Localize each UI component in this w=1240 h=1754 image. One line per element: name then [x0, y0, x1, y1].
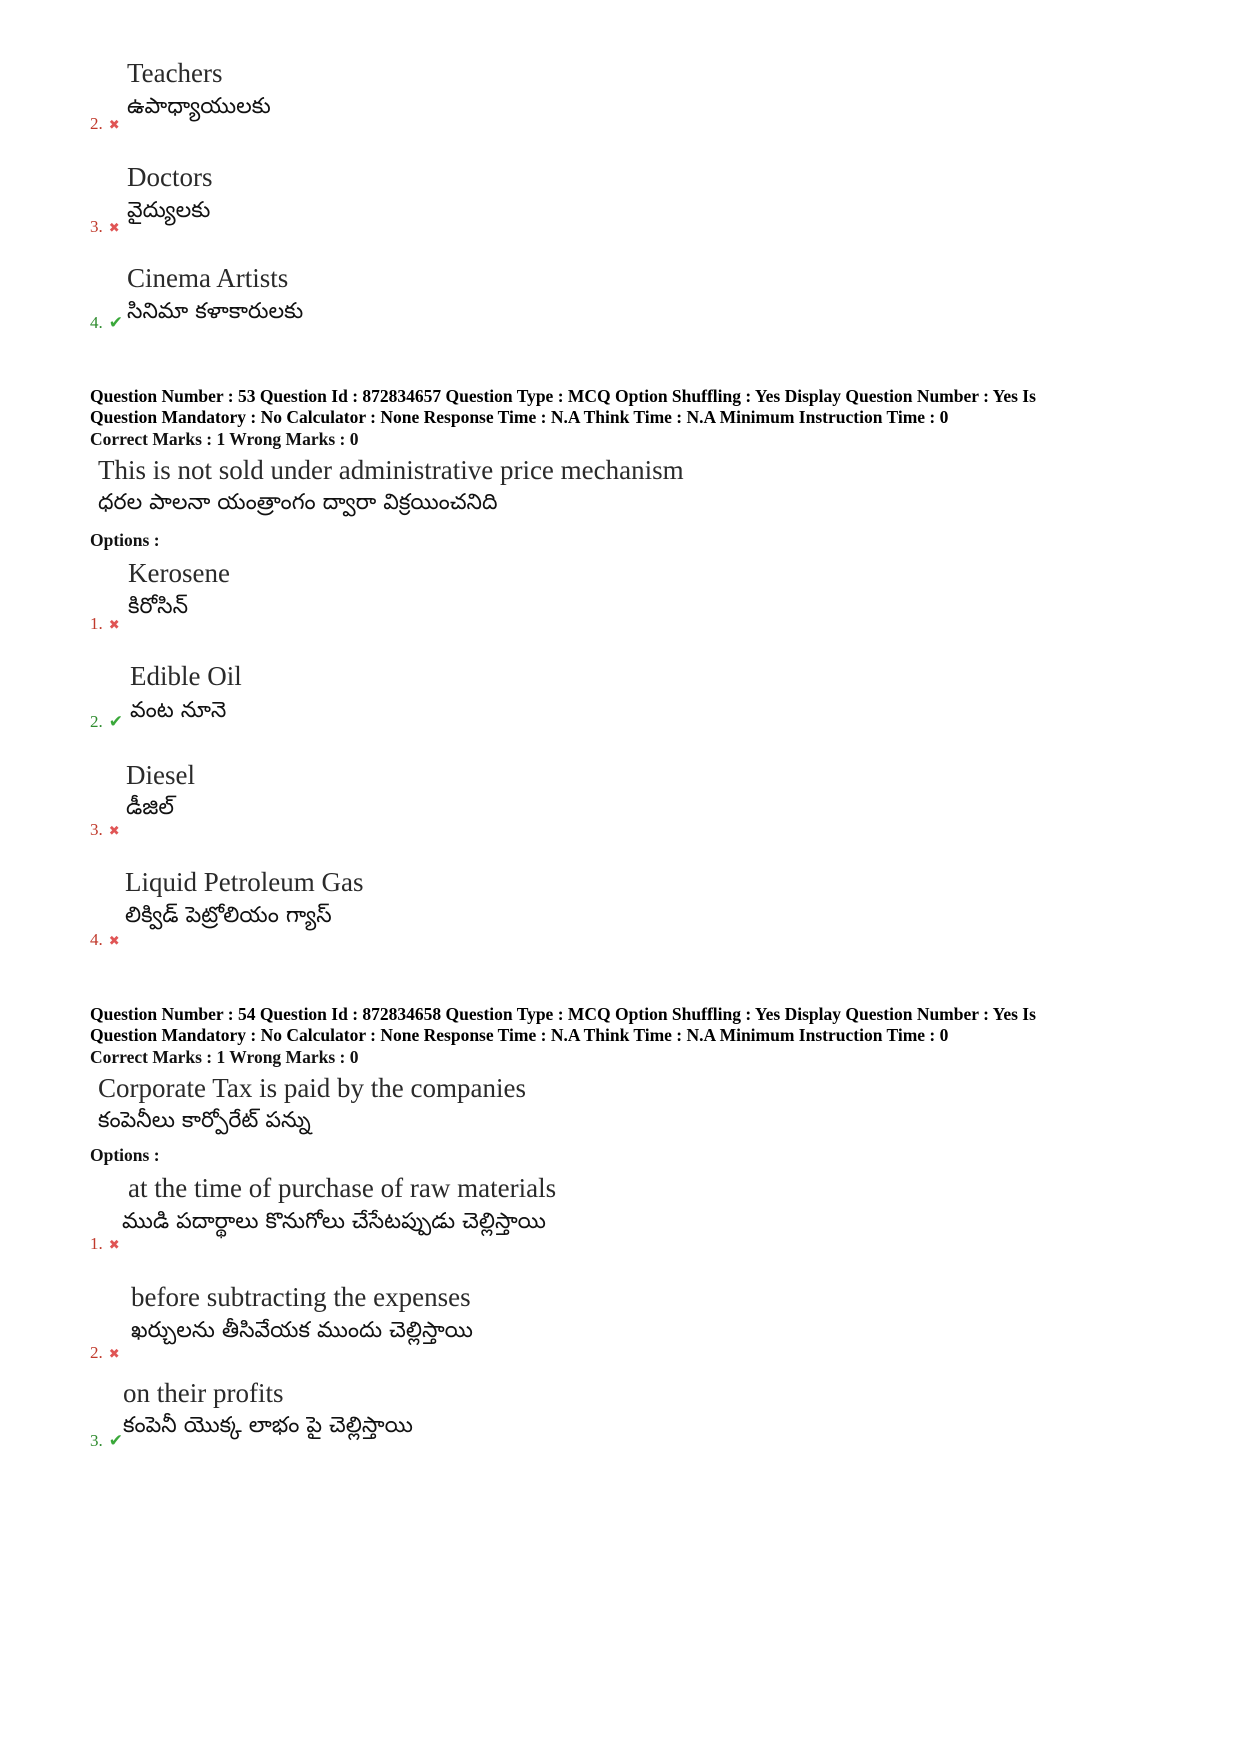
- option-text-en: Cinema Artists: [127, 263, 289, 293]
- q53-option-3: [90, 760, 1090, 840]
- cross-mark-icon: ✖: [108, 221, 120, 236]
- option-number: 3. ✔: [90, 1431, 123, 1451]
- q54-option-2: [90, 1282, 1090, 1367]
- check-mark-icon: ✔: [108, 1431, 123, 1451]
- options-label: Options :: [90, 530, 160, 550]
- option-text-en: Doctors: [127, 162, 213, 192]
- option-number: 2. ✔: [90, 712, 123, 732]
- option-text-en: Edible Oil: [130, 661, 242, 691]
- option-text-en: Teachers: [127, 58, 223, 88]
- cross-mark-icon: ✖: [108, 1347, 120, 1362]
- question-meta-line-1: Question Number : 53 Question Id : 872834657 Question Type : MCQ Option Shuffling : Yes Display Question Number : Yes Is: [90, 386, 1036, 406]
- q54-option-1: [90, 1173, 1090, 1258]
- question-text-te: ధరల పాలనా యంత్రాంగం ద్వారా విక్రయించనిది: [98, 490, 498, 515]
- prev-option-2: [90, 58, 1090, 138]
- question-meta: [90, 1004, 1170, 1046]
- option-text-en: at the time of purchase of raw materials: [128, 1173, 557, 1203]
- option-number: 2. ✖: [90, 114, 120, 133]
- cross-mark-icon: ✖: [108, 618, 120, 633]
- question-meta-line-2: Question Mandatory : No Calculator : None Response Time : N.A Think Time : N.A Minimum Instruction Time : 0: [90, 1025, 949, 1045]
- cross-mark-icon: ✖: [108, 1238, 120, 1253]
- question-text-en: Corporate Tax is paid by the companies: [98, 1073, 527, 1103]
- question-text-te: కంపెనీలు కార్పోరేట్ పన్ను: [98, 1108, 311, 1133]
- cross-mark-icon: ✖: [108, 934, 120, 949]
- option-text-te: ముడి పదార్థాలు కొనుగోలు చేసేటప్పుడు చెల్లిస్తాయి: [122, 1209, 546, 1234]
- option-text-te: వంట నూనె: [130, 698, 227, 723]
- option-number: 2. ✖: [90, 1343, 120, 1362]
- question-meta-line-1: Question Number : 54 Question Id : 872834658 Question Type : MCQ Option Shuffling : Yes Display Question Number : Yes Is: [90, 1004, 1036, 1024]
- question-meta-line-2: Question Mandatory : No Calculator : None Response Time : N.A Think Time : N.A Minimum Instruction Time : 0: [90, 407, 949, 427]
- option-text-te: కంపెనీ యొక్క లాభం పై చెల్లిస్తాయి: [123, 1413, 413, 1438]
- option-text-te: సినిమా కళాకారులకు: [127, 299, 304, 324]
- option-text-en: before subtracting the expenses: [131, 1282, 471, 1312]
- question-text-en: This is not sold under administrative price mechanism: [98, 455, 684, 485]
- option-text-en: Liquid Petroleum Gas: [125, 867, 364, 897]
- q53-option-4: [90, 867, 1090, 952]
- option-number: 4. ✔: [90, 313, 123, 333]
- marks-info: Correct Marks : 1 Wrong Marks : 0: [90, 1047, 359, 1067]
- option-text-en: on their profits: [123, 1378, 284, 1408]
- option-text-en: Diesel: [126, 760, 195, 790]
- option-number: 4. ✖: [90, 930, 120, 949]
- option-text-te: డీజిల్: [126, 795, 174, 820]
- option-text-te: ఉపాధ్యాయులకు: [127, 94, 271, 119]
- option-text-en: Kerosene: [128, 558, 230, 588]
- prev-option-3: [90, 162, 1090, 242]
- check-mark-icon: ✔: [108, 712, 123, 732]
- q53-option-1: [90, 558, 1090, 638]
- option-text-te: ఖర్చులను తీసివేయక ముందు చెల్లిస్తాయి: [131, 1318, 473, 1343]
- option-text-te: వైద్యులకు: [127, 198, 211, 223]
- cross-mark-icon: ✖: [108, 824, 120, 839]
- option-text-te: కిరోసిన్: [128, 594, 189, 619]
- prev-option-4: [90, 263, 1090, 343]
- option-number: 3. ✖: [90, 820, 120, 839]
- option-text-te: లిక్విడ్ పెట్రోలియం గ్యాస్: [125, 903, 332, 928]
- option-number: 1. ✖: [90, 614, 120, 633]
- option-number: 3. ✖: [90, 217, 120, 236]
- check-mark-icon: ✔: [108, 313, 123, 333]
- q54-option-3: [90, 1378, 1090, 1463]
- q53-option-2: [90, 661, 1090, 741]
- options-label: Options :: [90, 1145, 160, 1165]
- cross-mark-icon: ✖: [108, 118, 120, 133]
- marks-info: Correct Marks : 1 Wrong Marks : 0: [90, 429, 359, 449]
- question-meta: [90, 386, 1170, 428]
- option-number: 1. ✖: [90, 1234, 120, 1253]
